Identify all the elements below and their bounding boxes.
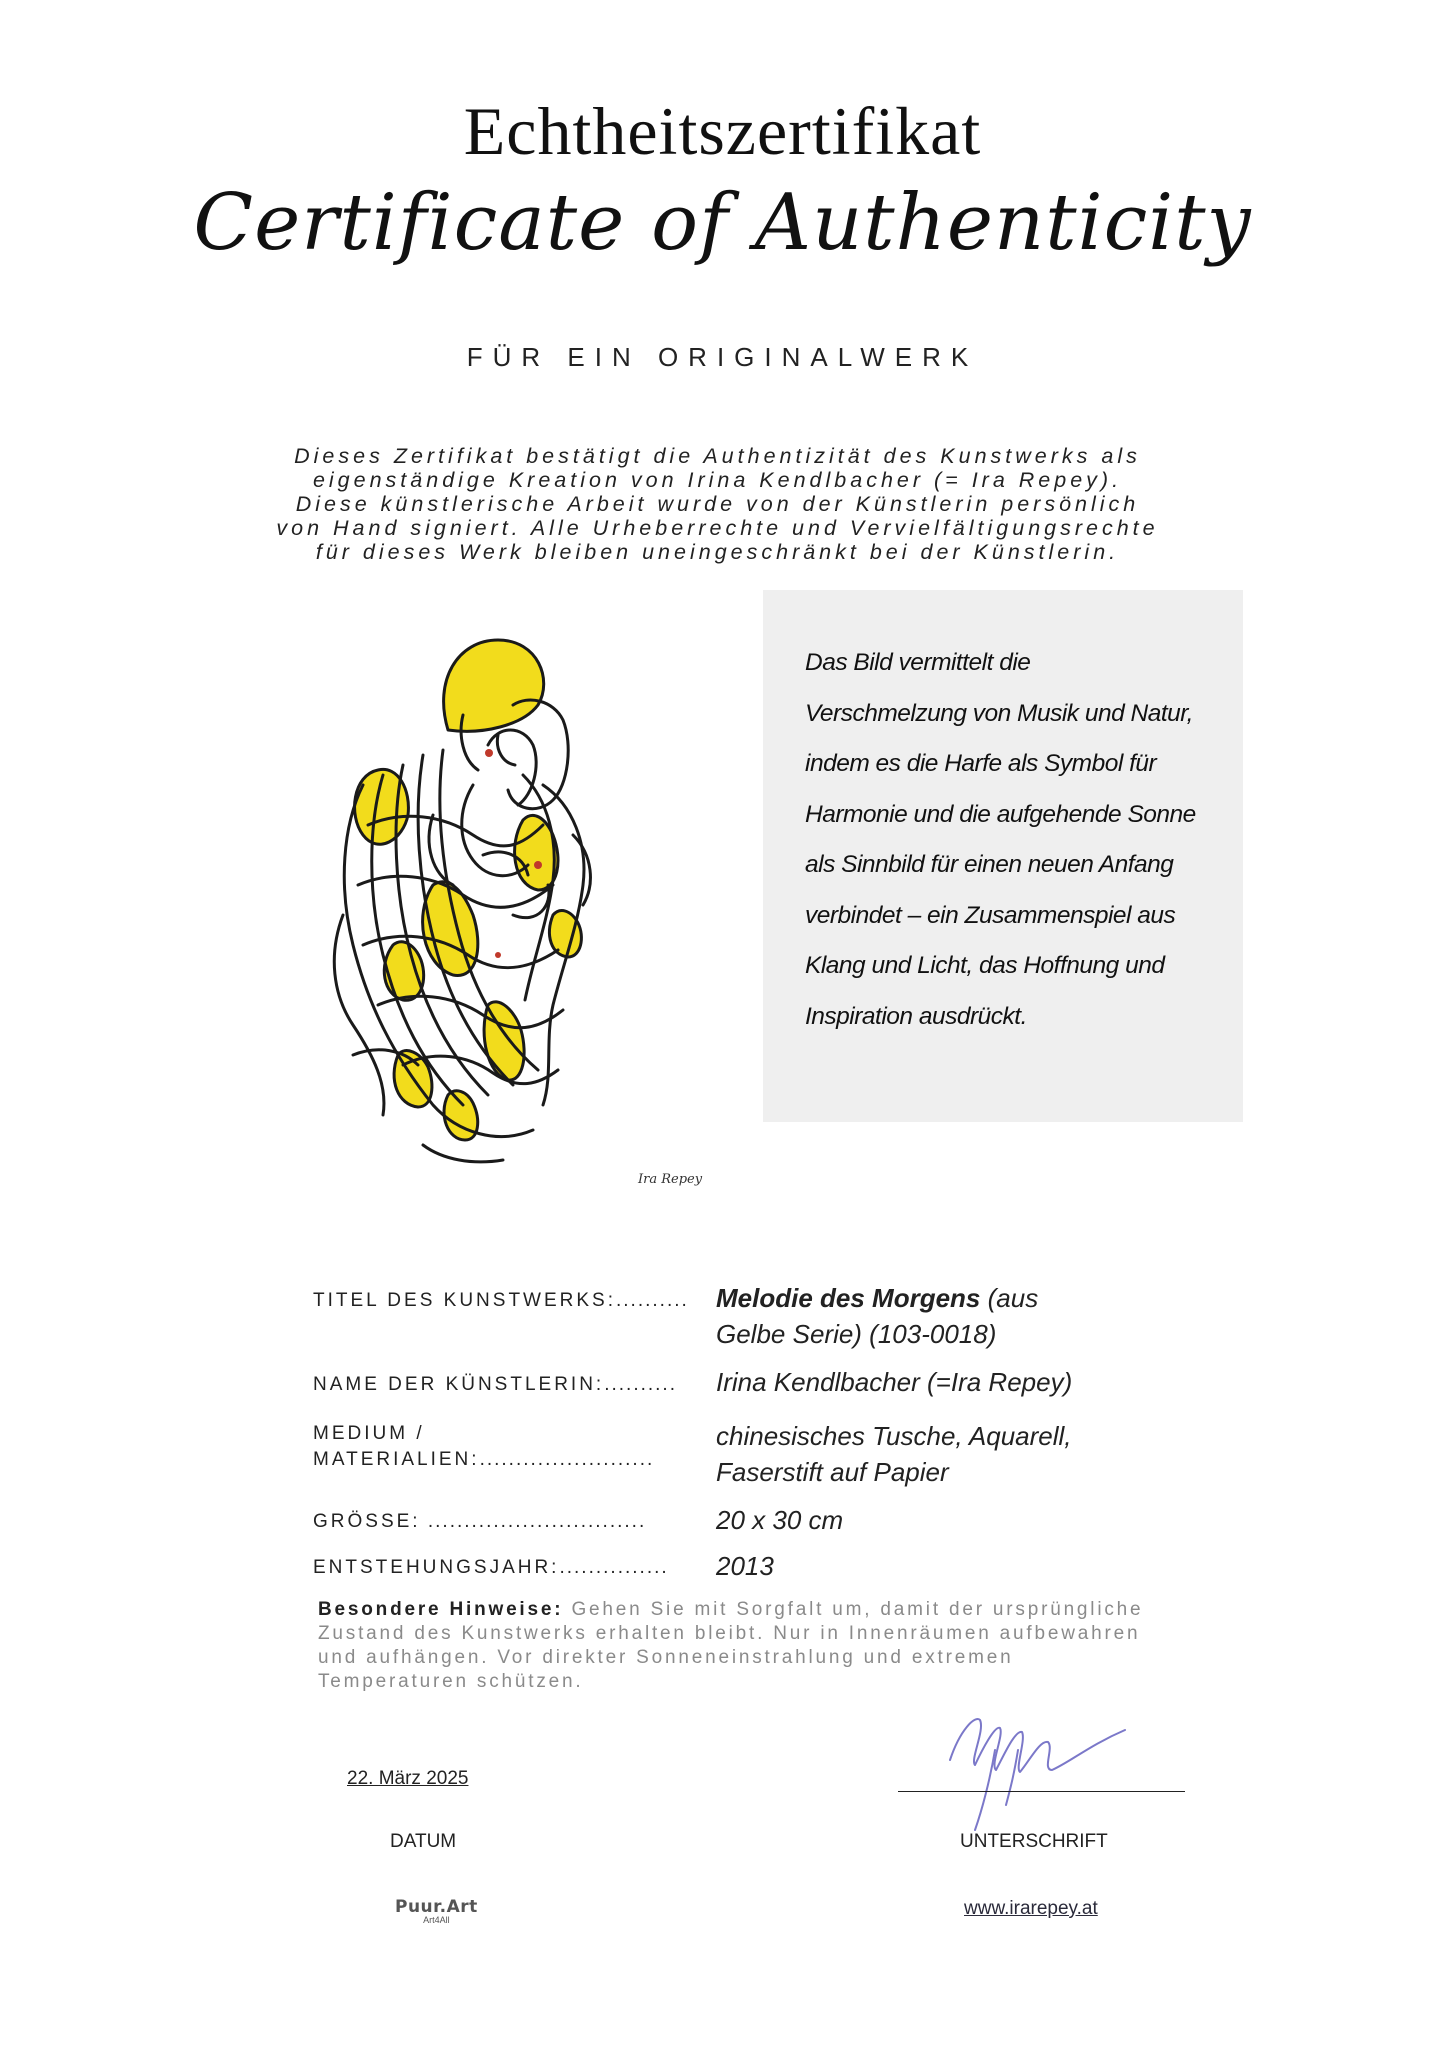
title-value-bold: Melodie des Morgens — [716, 1283, 981, 1313]
notes-line: Zustand des Kunstwerks erhalten bleibt. Nur in Innenräumen aufbewahren — [318, 1623, 1141, 1644]
puur-art-logo — [395, 1897, 478, 1925]
description-line: indem es die Harfe als Symbol für — [805, 750, 1157, 777]
intro-line: Dieses Zertifikat bestätigt die Authentizität des Kunstwerks als — [294, 444, 1141, 468]
special-notes — [318, 1598, 1198, 1694]
certificate-subtitle: FÜR EIN ORIGINALWERK — [466, 342, 979, 372]
signature-line — [898, 1791, 1185, 1792]
notes-line: Besondere Hinweise: Gehen Sie mit Sorgfalt um, damit der ursprüngliche — [318, 1599, 1144, 1620]
website-link[interactable]: www.irarepey.at — [964, 1898, 1098, 1919]
year-label: ENTSTEHUNGSJAHR:............... — [313, 1557, 669, 1578]
certificate-title-german: Echtheitszertifikat — [463, 93, 982, 169]
medium-label: MEDIUM / — [313, 1423, 425, 1444]
artwork-image — [283, 585, 703, 1200]
notes-line: und aufhängen. Vor direkter Sonneneinstrahlung und extremen — [318, 1647, 1014, 1668]
description-box — [763, 590, 1243, 1122]
date-label: DATUM — [390, 1831, 457, 1852]
intro-line: eigenständige Kreation von Irina Kendlbacher (= Ira Repey). — [312, 468, 1123, 492]
date-value: 22. März 2025 — [347, 1768, 469, 1789]
artwork-signature: Ira Repey — [638, 1172, 703, 1187]
certificate-title-english: Certificate of Authenticity — [193, 178, 1252, 268]
description-line: Das Bild vermittelt die — [805, 649, 1031, 676]
artwork-illustration — [283, 585, 703, 1200]
description-line: Inspiration ausdrückt. — [805, 1002, 1027, 1030]
size-label: GRÖSSE: .............................. — [313, 1511, 647, 1532]
description-line: verbindet – ein Zusammenspiel aus — [805, 901, 1176, 929]
artist-label: NAME DER KÜNSTLERIN:.......... — [313, 1374, 677, 1395]
description-line: Harmonie und die aufgehende Sonne — [805, 800, 1196, 828]
title-value-line2: Gelbe Serie) (103-0018) — [716, 1319, 997, 1349]
title-value: Melodie des Morgens (aus — [716, 1283, 1039, 1313]
intro-line: von Hand signiert. Alle Urheberrechte und Vervielfältigungsrechte — [276, 516, 1159, 540]
artwork-description — [805, 638, 1225, 1042]
year-value: 2013 — [716, 1551, 774, 1581]
size-value: 20 x 30 cm — [716, 1505, 844, 1535]
artist-value: Irina Kendlbacher (=Ira Repey) — [716, 1367, 1073, 1397]
medium-value-line2: Faserstift auf Papier — [716, 1457, 949, 1487]
description-line: Klang und Licht, das Hoffnung und — [805, 952, 1165, 979]
description-line: Verschmelzung von Musik und Natur, — [805, 699, 1193, 727]
medium-value: chinesisches Tusche, Aquarell, — [716, 1421, 1072, 1451]
intro-line: Diese künstlerische Arbeit wurde von der Künstlerin persönlich — [295, 492, 1140, 516]
notes-line: Temperaturen schützen. — [318, 1671, 584, 1692]
intro-line: für dieses Werk bleiben uneingeschränkt bei der Künstlerin. — [315, 540, 1120, 564]
intro-paragraph — [250, 444, 1185, 564]
handwritten-signature — [930, 1690, 1140, 1840]
logo-main: Puur.Art — [395, 1897, 478, 1917]
logo-sub: Art4All — [423, 1915, 450, 1925]
medium-label-line2: MATERIALIEN:........................ — [313, 1449, 655, 1470]
signature-label: UNTERSCHRIFT — [960, 1831, 1108, 1852]
description-line: als Sinnbild für einen neuen Anfang — [805, 851, 1174, 878]
title-label: TITEL DES KUNSTWERKS:.......... — [313, 1290, 689, 1311]
notes-heading: Besondere Hinweise: — [318, 1599, 564, 1620]
